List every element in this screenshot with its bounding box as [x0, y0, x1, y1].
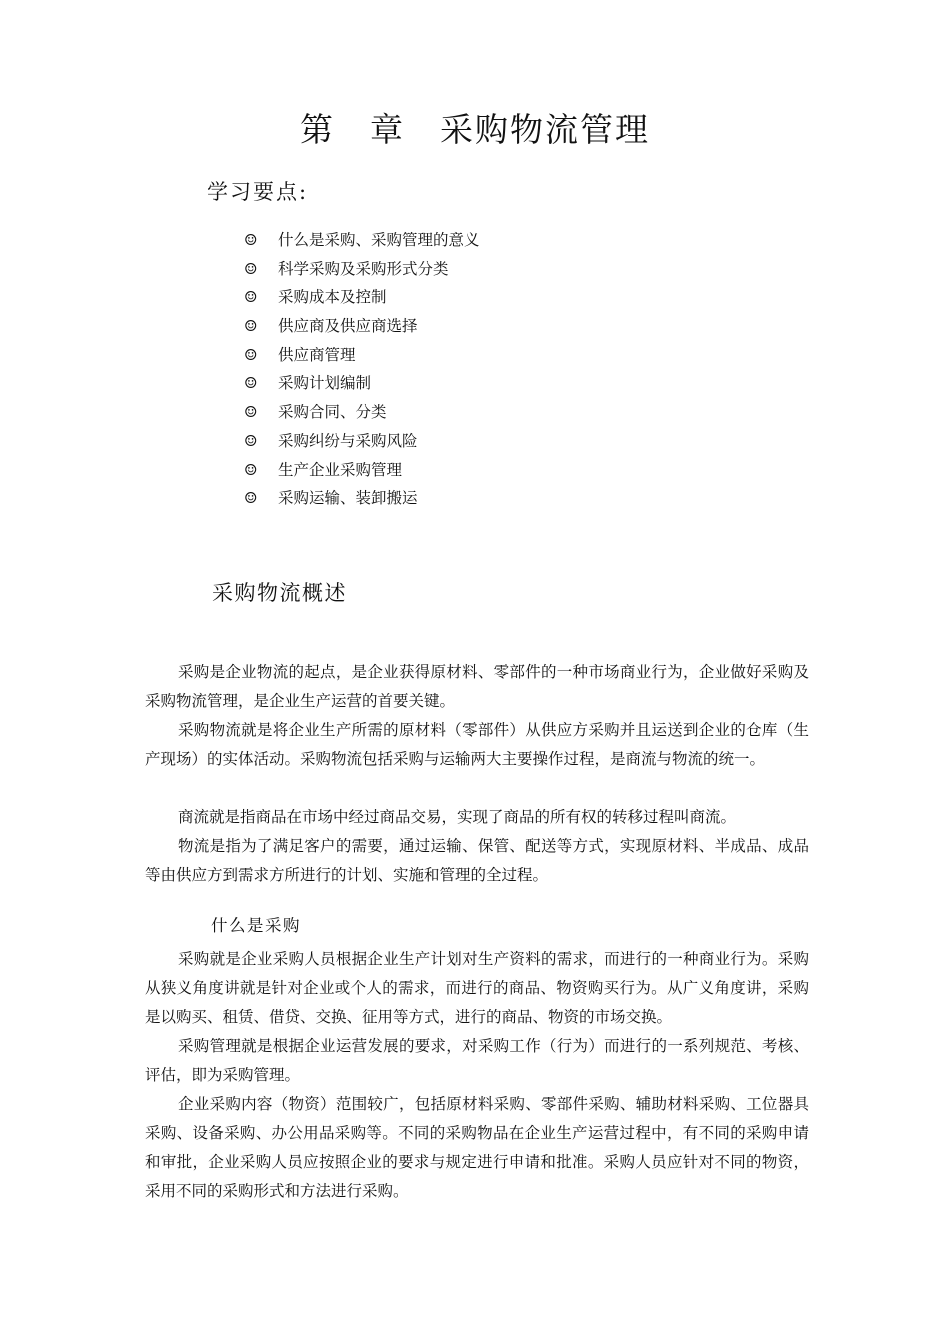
smiley-icon: ☺ — [244, 317, 258, 336]
paragraph: 物流是指为了满足客户的需要，通过运输、保管、配送等方式，实现原材料、半成品、成品等由供应方到需求方所进行的计划、实施和管理的全过程。 — [145, 837, 809, 884]
smiley-icon: ☺ — [244, 403, 258, 422]
section-heading: 采购物流概述 — [212, 581, 347, 605]
key-points-list — [244, 230, 480, 517]
paragraph: 采购是企业物流的起点，是企业获得原材料、零部件的一种市场商业行为，企业做好采购及采购物流管理，是企业生产运营的首要关键。 — [145, 663, 809, 710]
paragraph: 企业采购内容（物资）范围较广，包括原材料采购、零部件采购、辅助材料采购、工位器具采购、设备采购、办公用品采购等。不同的采购物品在企业生产运营过程中，有不同的采购申请和审批，企业采购人员应按照企业的要求与规定进行申请和批准。采购人员应针对不同的物资，采用不同的采购形式和方法进行采购。 — [145, 1095, 809, 1200]
list-item-text: 生产企业采购管理 — [278, 460, 403, 479]
list-item — [244, 345, 480, 374]
paragraph: 采购就是企业采购人员根据企业生产计划对生产资料的需求，而进行的一种商业行为。采购从狭义角度讲就是针对企业或个人的需求，而进行的商品、物资购买行为。从广义角度讲，采购是以购买、租赁、借贷、交换、征用等方式，进行的商品、物资的市场交换。 — [145, 950, 809, 1026]
smiley-icon: ☺ — [244, 489, 258, 508]
paragraph: 采购管理就是根据企业运营发展的要求，对采购工作（行为）而进行的一系列规范、考核、评估，即为采购管理。 — [145, 1037, 809, 1084]
subsection-heading: 什么是采购 — [211, 916, 301, 935]
list-item — [244, 230, 480, 259]
smiley-icon: ☺ — [244, 231, 258, 249]
paragraph: 商流就是指商品在市场中经过商品交易，实现了商品的所有权的转移过程叫商流。 — [178, 808, 737, 826]
list-item-text: 供应商管理 — [278, 345, 356, 364]
list-item — [244, 488, 480, 517]
smiley-icon: ☺ — [244, 374, 258, 393]
list-item-text: 采购纠纷与采购风险 — [278, 431, 418, 450]
list-item — [244, 316, 480, 345]
list-item — [244, 373, 480, 402]
list-item — [244, 287, 480, 316]
smiley-icon: ☺ — [244, 288, 258, 307]
list-item-text: 什么是采购、采购管理的意义 — [278, 231, 480, 249]
paragraph: 采购物流就是将企业生产所需的原材料（零部件）从供应方采购并且运送到企业的仓库（生产现场）的实体活动。采购物流包括采购与运输两大主要操作过程，是商流与物流的统一。 — [145, 721, 809, 768]
smiley-icon: ☺ — [244, 259, 258, 278]
list-item — [244, 460, 480, 489]
list-item-text: 采购成本及控制 — [278, 288, 387, 307]
key-points-heading: 学习要点: — [207, 180, 309, 204]
smiley-icon: ☺ — [244, 345, 258, 364]
smiley-icon: ☺ — [244, 460, 258, 479]
list-item-text: 供应商及供应商选择 — [278, 317, 418, 336]
list-item-text: 采购计划编制 — [278, 374, 372, 393]
list-item-text: 采购运输、装卸搬运 — [278, 489, 418, 508]
list-item — [244, 259, 480, 288]
list-item — [244, 431, 480, 460]
list-item — [244, 402, 480, 431]
chapter-title: 第 章 采购物流管理 — [300, 110, 650, 149]
list-item-text: 采购合同、分类 — [278, 403, 387, 422]
smiley-icon: ☺ — [244, 431, 258, 450]
list-item-text: 科学采购及采购形式分类 — [278, 259, 449, 278]
